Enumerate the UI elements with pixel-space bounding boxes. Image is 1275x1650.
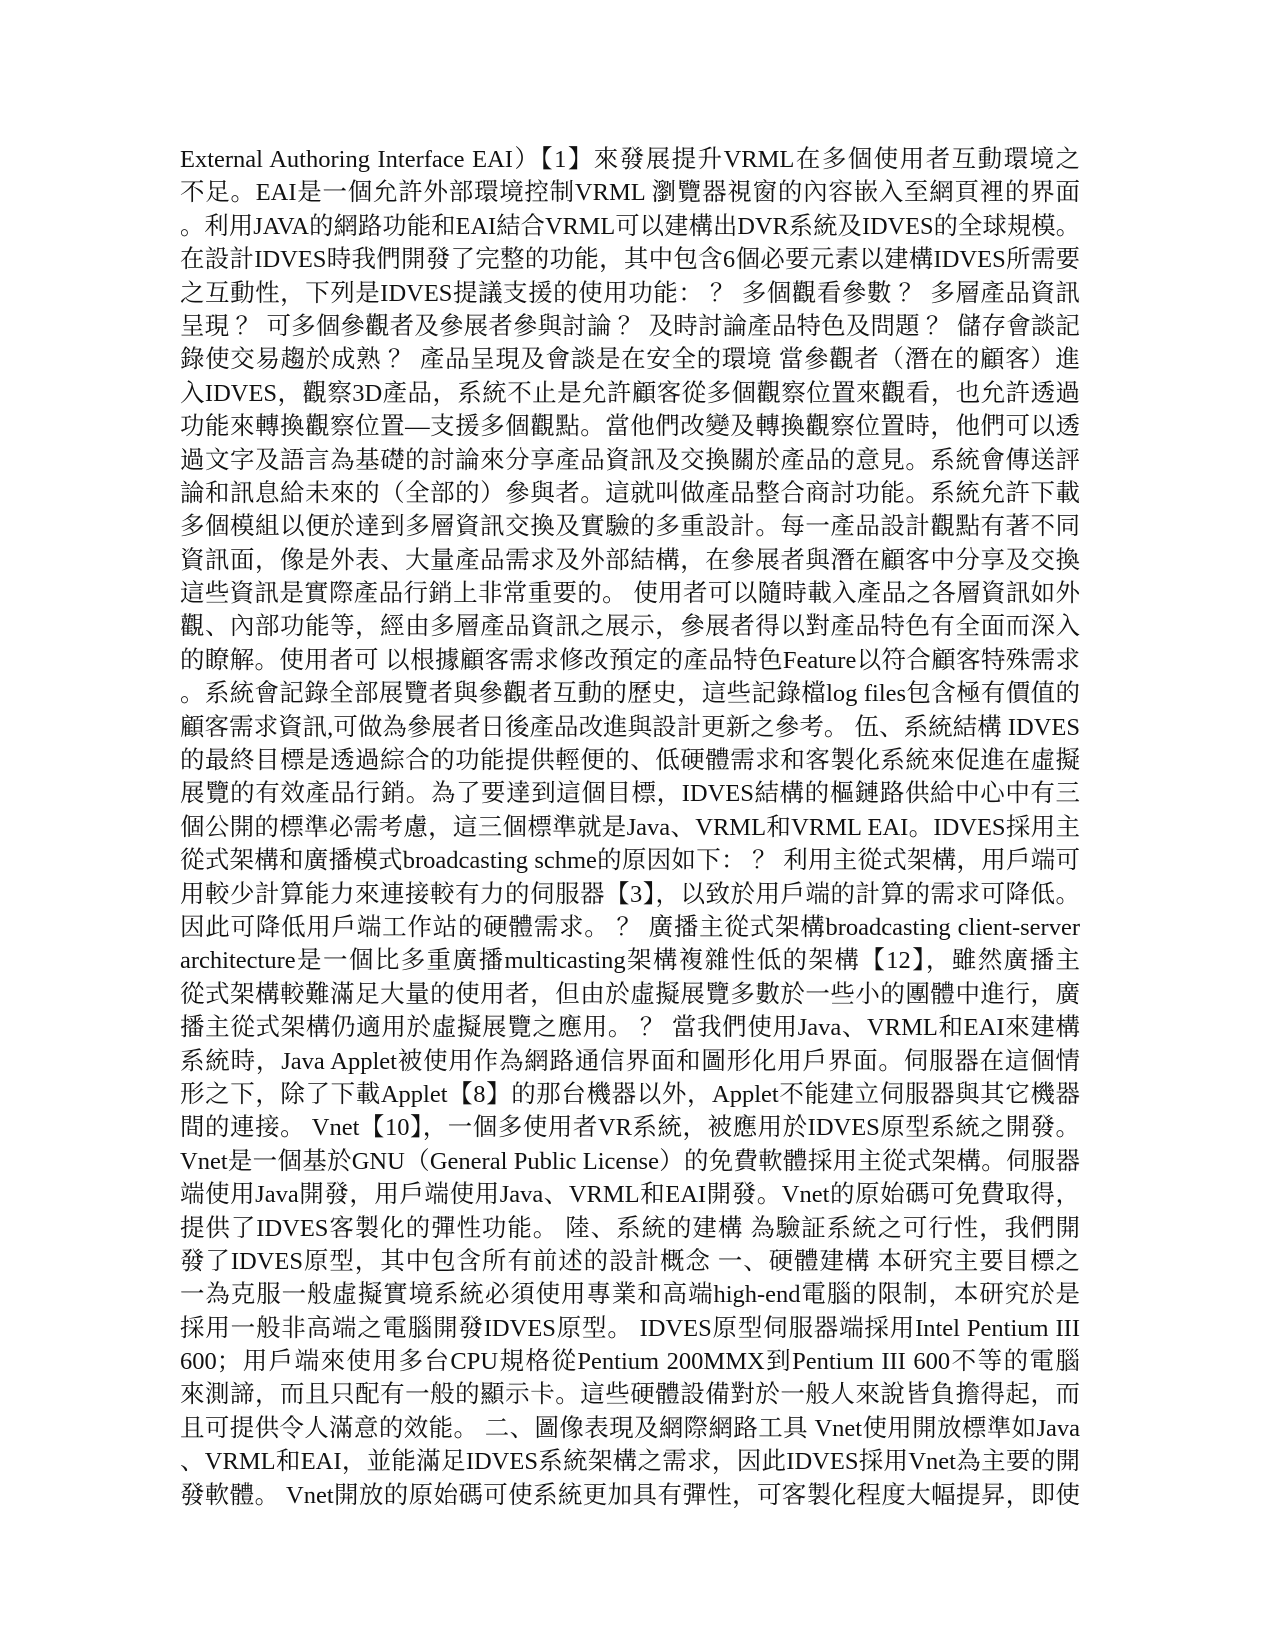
text-line: 且可提供令人滿意的效能。 二、圖像表現及網際網路工具 Vnet使用開放標準如Java <box>180 1414 1080 1442</box>
text-line: 提供了IDVES客製化的彈性功能。 陸、系統的建構 為驗証系統之可行性，我們開 <box>180 1214 1080 1242</box>
text-line: 顧客需求資訊,可做為參展者日後產品改進與設計更新之參考。 伍、系統結構 IDVES <box>180 713 1080 741</box>
text-line: 系統時，Java Applet被使用作為網路通信界面和圖形化用戶界面。伺服器在這個情 <box>180 1047 1080 1075</box>
text-line: 不足。EAI是一個允許外部環境控制VRML 瀏覽器視窗的內容嵌入至網頁裡的界面 <box>180 179 1080 207</box>
body-text <box>180 143 1080 1512</box>
text-line: 發軟體。 Vnet開放的原始碼可使系統更加具有彈性，可客製化程度大幅提昇，即使 <box>180 1481 1080 1509</box>
text-line: 之互動性，下列是IDVES提議支援的使用功能： ？ 多個觀看參數 ？ 多層產品資訊 <box>180 279 1080 307</box>
text-line: 在設計IDVES時我們開發了完整的功能，其中包含6個必要元素以建構IDVES所需要 <box>180 246 1080 274</box>
text-line: 的瞭解。使用者可 以根據顧客需求修改預定的產品特色Feature以符合顧客特殊需求 <box>180 646 1080 674</box>
text-line: 端使用Java開發，用戶端使用Java、VRML和EAI開發。Vnet的原始碼可免費取得， <box>180 1181 1080 1209</box>
text-line: 一為克服一般虛擬實境系統必須使用專業和高端high-end電腦的限制，本研究於是 <box>180 1281 1080 1309</box>
text-line: External Authoring Interface EAI）【1】來發展提升VRML在多個使用者互動環境之 <box>180 146 1080 173</box>
text-line: 呈現 ？ 可多個參觀者及參展者參與討論 ？ 及時討論產品特色及問題 ？ 儲存會談記 <box>180 312 1080 340</box>
text-line: 從式架構較難滿足大量的使用者，但由於虛擬展覽多數於一些小的團體中進行，廣 <box>180 980 1080 1008</box>
text-line: 資訊面，像是外表、大量產品需求及外部結構，在參展者與潛在顧客中分享及交換 <box>180 546 1080 574</box>
text-line: 這些資訊是實際產品行銷上非常重要的。 使用者可以隨時載入產品之各層資訊如外 <box>180 580 1080 608</box>
text-line: 來測諦，而且只配有一般的顯示卡。這些硬體設備對於一般人來說皆負擔得起，而 <box>180 1381 1080 1409</box>
text-line: 間的連接。 Vnet【10】，一個多使用者VR系統，被應用於IDVES原型系統之開發。 <box>180 1114 1080 1142</box>
text-line: 600；用戶端來使用多台CPU規格從Pentium 200MMX到Pentium III 600不等的電腦 <box>180 1348 1080 1376</box>
text-line: 展覽的有效產品行銷。為了要達到這個目標，IDVES結構的樞鏈路供給中心中有三 <box>180 780 1080 808</box>
text-line: Vnet是一個基於GNU（General Public License）的免費軟體採用主從式架構。伺服器 <box>180 1147 1080 1175</box>
text-line: 用較少計算能力來連接較有力的伺服器【3】，以致於用戶端的計算的需求可降低。 <box>180 880 1080 908</box>
text-line: 發了IDVES原型，其中包含所有前述的設計概念 一、硬體建構 本研究主要目標之 <box>180 1247 1080 1275</box>
text-line: 形之下，除了下載Applet【8】的那台機器以外，Applet不能建立伺服器與其它機器 <box>180 1080 1080 1108</box>
text-line: 的最終目標是透過綜合的功能提供輕便的、低硬體需求和客製化系統來促進在虛擬 <box>180 747 1080 775</box>
text-line: 錄使交易趨於成熟 ？ 產品呈現及會談是在安全的環境 當參觀者（潛在的顧客）進 <box>180 346 1080 374</box>
text-line: 。系統會記錄全部展覽者與參觀者互動的歷史，這些記錄檔log files包含極有價值的 <box>180 680 1080 708</box>
text-line: 個公開的標準必需考慮，這三個標準就是Java、VRML和VRML EAI。IDVES採用主 <box>180 813 1080 841</box>
text-line: 功能來轉換觀察位置—支援多個觀點。當他們改變及轉換觀察位置時，他們可以透 <box>180 413 1080 441</box>
text-line: 從式架構和廣播模式broadcasting schme的原因如下： ？ 利用主從式架構，用戶端可 <box>180 847 1080 875</box>
text-line: 播主從式架構仍適用於虛擬展覽之應用。 ？ 當我們使用Java、VRML和EAI來建構 <box>180 1014 1080 1042</box>
text-line: 論和訊息給未來的（全部的）參與者。這就叫做產品整合商討功能。系統允許下載 <box>180 479 1080 507</box>
text-line: 過文字及語言為基礎的討論來分享產品資訊及交換關於產品的意見。系統會傳送評 <box>180 446 1080 474</box>
text-line: 觀、內部功能等，經由多層產品資訊之展示，參展者得以對產品特色有全面而深入 <box>180 613 1080 641</box>
text-line: 。利用JAVA的網路功能和EAI結合VRML可以建構出DVR系統及IDVES的全球規模。 <box>180 212 1080 240</box>
text-line: 入IDVES，觀察3D產品，系統不止是允許顧客從多個觀察位置來觀看，也允許透過 <box>180 379 1080 407</box>
text-line: architecture是一個比多重廣播multicasting架構複雜性低的架構【12】，雖然廣播主 <box>180 947 1080 975</box>
text-line: 因此可降低用戶端工作站的硬體需求。 ？ 廣播主從式架構broadcasting client-server <box>180 913 1080 941</box>
text-line: 採用一般非高端之電腦開發IDVES原型。 IDVES原型伺服器端採用Intel Pentium III <box>180 1314 1080 1342</box>
text-line: 多個模組以便於達到多層資訊交換及實驗的多重設計。每一產品設計觀點有著不同 <box>180 513 1080 541</box>
text-line: 、VRML和EAI，並能滿足IDVES系統架構之需求，因此IDVES採用Vnet為主要的開 <box>180 1448 1080 1476</box>
